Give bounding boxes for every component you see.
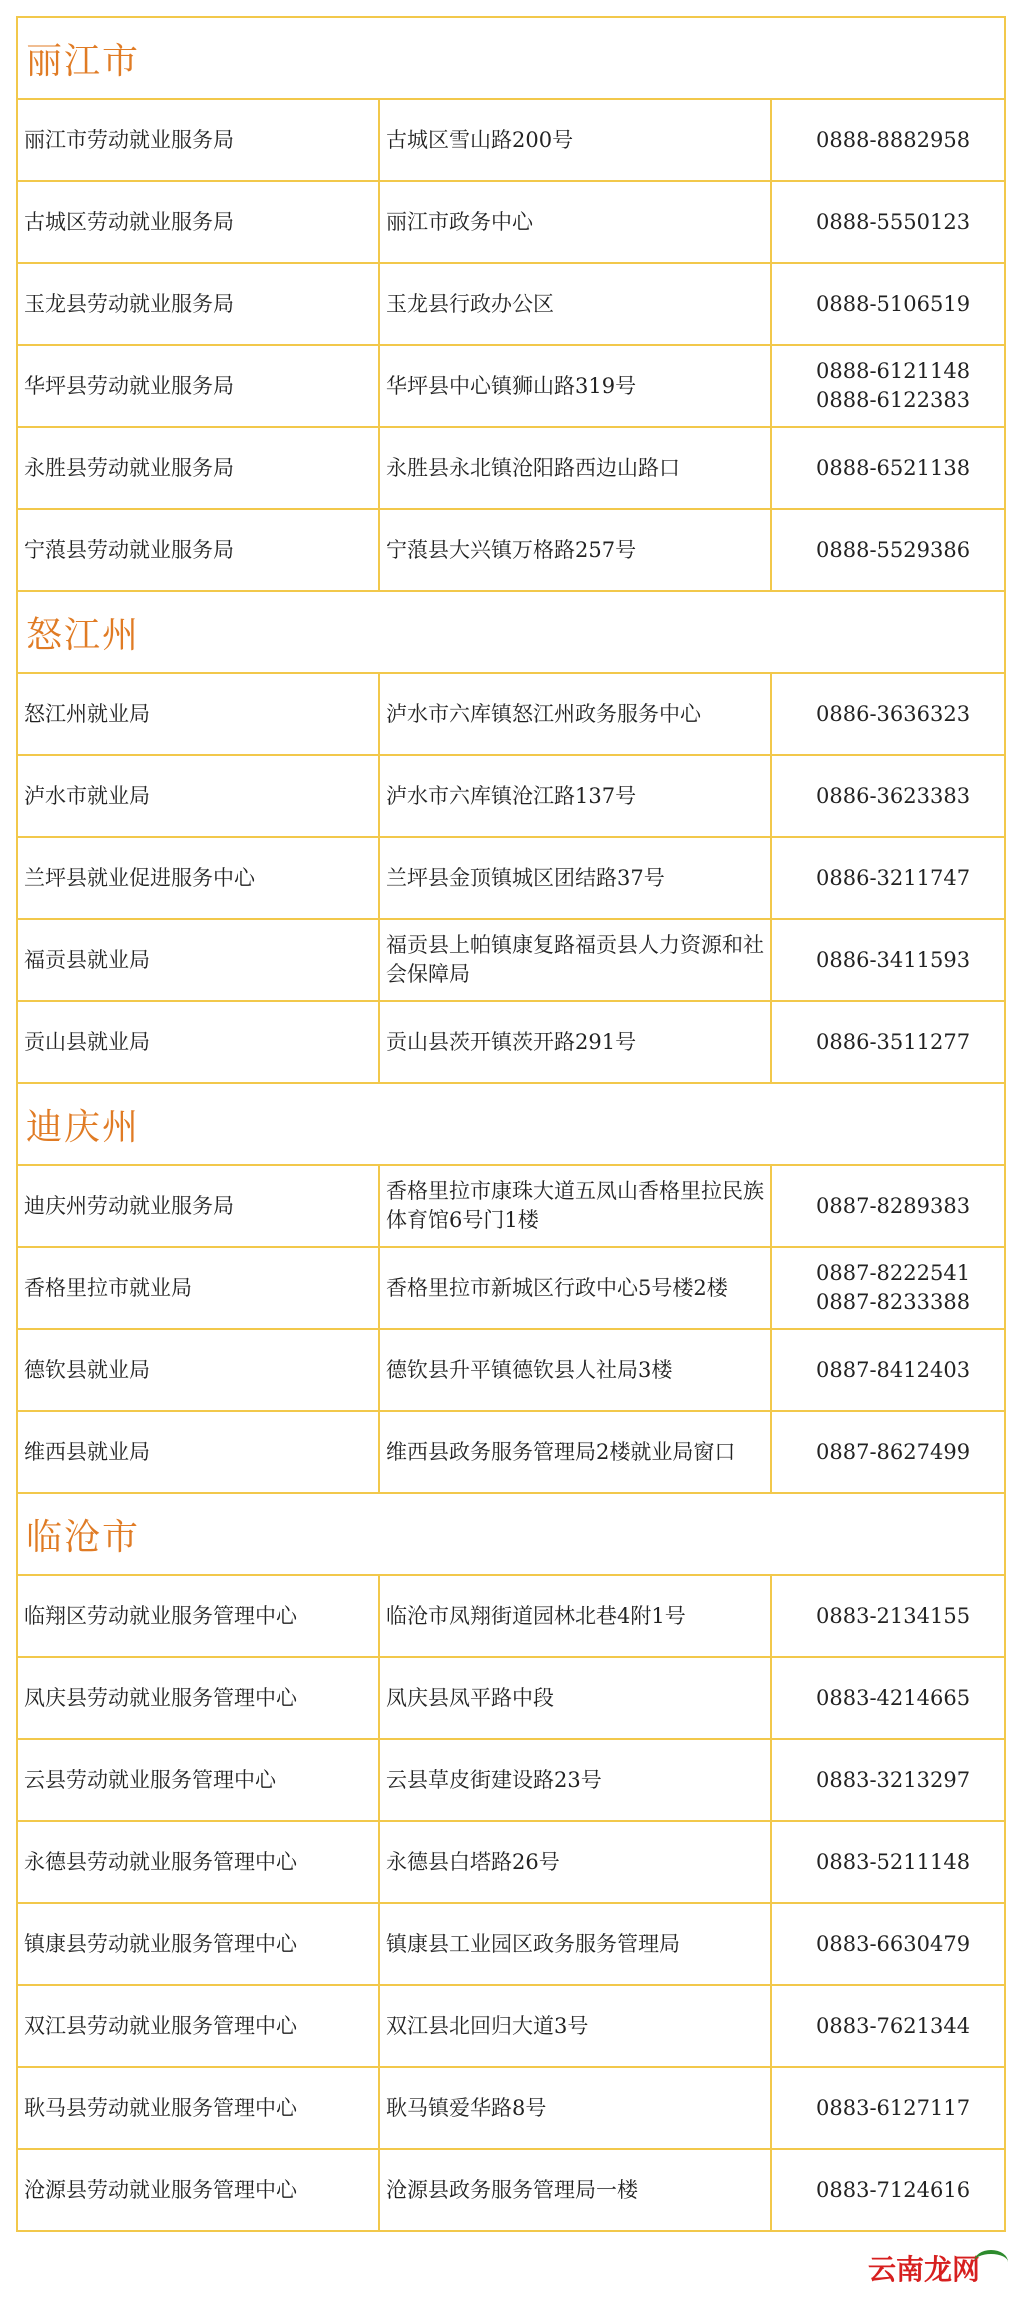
office-name: 香格里拉市就业局 <box>18 1248 380 1328</box>
phone-number: 0886-3636323 <box>816 701 971 726</box>
office-address: 泸水市六库镇怒江州政务服务中心 <box>380 674 772 754</box>
office-phone <box>772 1904 1004 1984</box>
table-row <box>16 262 1006 344</box>
office-name: 华坪县劳动就业服务局 <box>18 346 380 426</box>
office-phone <box>772 264 1004 344</box>
office-name: 古城区劳动就业服务局 <box>18 182 380 262</box>
table-row <box>16 344 1006 426</box>
office-address: 贡山县茨开镇茨开路291号 <box>380 1002 772 1082</box>
table-row <box>16 1820 1006 1902</box>
office-address: 永德县白塔路26号 <box>380 1822 772 1902</box>
office-phone <box>772 510 1004 590</box>
office-name: 福贡县就业局 <box>18 920 380 1000</box>
office-address: 耿马镇爱华路8号 <box>380 2068 772 2148</box>
phone-number: 0888-5106519 <box>816 291 971 316</box>
office-address: 华坪县中心镇狮山路319号 <box>380 346 772 426</box>
office-phone <box>772 674 1004 754</box>
office-name: 怒江州就业局 <box>18 674 380 754</box>
phone-number: 0886-3411593 <box>816 947 971 972</box>
office-phone <box>772 100 1004 180</box>
office-phone <box>772 1576 1004 1656</box>
office-phone <box>772 756 1004 836</box>
office-name: 宁蒗县劳动就业服务局 <box>18 510 380 590</box>
table-row <box>16 426 1006 508</box>
phone-number: 0887-8233388 <box>816 1290 971 1314</box>
table-row <box>16 1656 1006 1738</box>
phone-number: 0887-8412403 <box>816 1357 971 1382</box>
watermark-text: 云南龙网 <box>867 2253 980 2286</box>
phone-number: 0887-8289383 <box>816 1193 971 1218</box>
office-address: 福贡县上帕镇康复路福贡县人力资源和社会保障局 <box>380 920 772 1000</box>
section-title: 迪庆州 <box>16 1082 1006 1164</box>
office-name: 双江县劳动就业服务管理中心 <box>18 1986 380 2066</box>
office-address: 宁蒗县大兴镇万格路257号 <box>380 510 772 590</box>
office-name: 永德县劳动就业服务管理中心 <box>18 1822 380 1902</box>
office-name: 耿马县劳动就业服务管理中心 <box>18 2068 380 2148</box>
office-name: 凤庆县劳动就业服务管理中心 <box>18 1658 380 1738</box>
phone-number: 0883-6127117 <box>816 2095 971 2120</box>
office-address: 凤庆县凤平路中段 <box>380 1658 772 1738</box>
phone-number: 0888-6122383 <box>816 388 971 412</box>
phone-number: 0883-3213297 <box>816 1767 971 1792</box>
watermark-swoosh-icon <box>974 2250 1008 2274</box>
section-title: 怒江州 <box>16 590 1006 672</box>
office-address: 兰坪县金顶镇城区团结路37号 <box>380 838 772 918</box>
table-row <box>16 1410 1006 1492</box>
office-address: 镇康县工业园区政务服务管理局 <box>380 1904 772 1984</box>
phone-number: 0886-3623383 <box>816 783 971 808</box>
table-row <box>16 754 1006 836</box>
office-name: 迪庆州劳动就业服务局 <box>18 1166 380 1246</box>
office-phone <box>772 2068 1004 2148</box>
table-row <box>16 1902 1006 1984</box>
phone-number: 0883-5211148 <box>816 1849 971 1874</box>
contact-table <box>16 16 1006 2232</box>
office-address: 沧源县政务服务管理局一楼 <box>380 2150 772 2230</box>
phone-number: 0888-8882958 <box>816 127 971 152</box>
table-row <box>16 508 1006 590</box>
table-row <box>16 2066 1006 2148</box>
phone-number: 0887-8222541 <box>816 1261 971 1285</box>
office-phone <box>772 1740 1004 1820</box>
table-bottom-border <box>16 2230 1006 2232</box>
office-name: 沧源县劳动就业服务管理中心 <box>18 2150 380 2230</box>
office-phone <box>772 1002 1004 1082</box>
office-phone <box>772 1412 1004 1492</box>
table-row <box>16 1246 1006 1328</box>
office-name: 兰坪县就业促进服务中心 <box>18 838 380 918</box>
table-row <box>16 672 1006 754</box>
office-phone <box>772 346 1004 426</box>
office-address: 香格里拉市康珠大道五凤山香格里拉民族体育馆6号门1楼 <box>380 1166 772 1246</box>
office-phone <box>772 2150 1004 2230</box>
table-row <box>16 1164 1006 1246</box>
office-phone <box>772 1166 1004 1246</box>
office-phone <box>772 1658 1004 1738</box>
office-name: 玉龙县劳动就业服务局 <box>18 264 380 344</box>
office-phone <box>772 1822 1004 1902</box>
phone-number: 0883-4214665 <box>816 1685 971 1710</box>
office-name: 丽江市劳动就业服务局 <box>18 100 380 180</box>
watermark-logo <box>868 2248 1008 2288</box>
office-phone <box>772 1986 1004 2066</box>
office-address: 德钦县升平镇德钦县人社局3楼 <box>380 1330 772 1410</box>
table-row <box>16 918 1006 1000</box>
phone-number: 0883-7621344 <box>816 2013 971 2038</box>
table-row <box>16 1738 1006 1820</box>
section-title: 临沧市 <box>16 1492 1006 1574</box>
office-phone <box>772 428 1004 508</box>
phone-number: 0886-3211747 <box>816 865 971 890</box>
office-address: 临沧市凤翔街道园林北巷4附1号 <box>380 1576 772 1656</box>
table-row <box>16 98 1006 180</box>
phone-number: 0888-5550123 <box>816 209 971 234</box>
office-address: 永胜县永北镇沧阳路西边山路口 <box>380 428 772 508</box>
office-address: 古城区雪山路200号 <box>380 100 772 180</box>
office-address: 香格里拉市新城区行政中心5号楼2楼 <box>380 1248 772 1328</box>
office-phone <box>772 1248 1004 1328</box>
phone-number: 0883-7124616 <box>816 2177 971 2202</box>
office-address: 泸水市六库镇沧江路137号 <box>380 756 772 836</box>
office-name: 贡山县就业局 <box>18 1002 380 1082</box>
office-name: 镇康县劳动就业服务管理中心 <box>18 1904 380 1984</box>
office-address: 丽江市政务中心 <box>380 182 772 262</box>
office-phone <box>772 182 1004 262</box>
office-address: 维西县政务服务管理局2楼就业局窗口 <box>380 1412 772 1492</box>
office-address: 双江县北回归大道3号 <box>380 1986 772 2066</box>
office-phone <box>772 838 1004 918</box>
table-row <box>16 1328 1006 1410</box>
office-name: 永胜县劳动就业服务局 <box>18 428 380 508</box>
table-row <box>16 180 1006 262</box>
office-phone <box>772 920 1004 1000</box>
table-row <box>16 1984 1006 2066</box>
table-row <box>16 1000 1006 1082</box>
phone-number: 0886-3511277 <box>816 1029 971 1054</box>
office-address: 云县草皮街建设路23号 <box>380 1740 772 1820</box>
table-row <box>16 836 1006 918</box>
office-name: 云县劳动就业服务管理中心 <box>18 1740 380 1820</box>
office-name: 维西县就业局 <box>18 1412 380 1492</box>
phone-number: 0888-6521138 <box>816 455 971 480</box>
table-row <box>16 2148 1006 2230</box>
section-title: 丽江市 <box>16 16 1006 98</box>
office-name: 临翔区劳动就业服务管理中心 <box>18 1576 380 1656</box>
phone-number: 0888-6121148 <box>816 359 971 383</box>
phone-number: 0883-6630479 <box>816 1931 971 1956</box>
table-row <box>16 1574 1006 1656</box>
office-name: 德钦县就业局 <box>18 1330 380 1410</box>
office-phone <box>772 1330 1004 1410</box>
phone-number: 0887-8627499 <box>816 1439 971 1464</box>
phone-number: 0883-2134155 <box>816 1603 971 1628</box>
phone-number: 0888-5529386 <box>816 537 971 562</box>
office-address: 玉龙县行政办公区 <box>380 264 772 344</box>
office-name: 泸水市就业局 <box>18 756 380 836</box>
